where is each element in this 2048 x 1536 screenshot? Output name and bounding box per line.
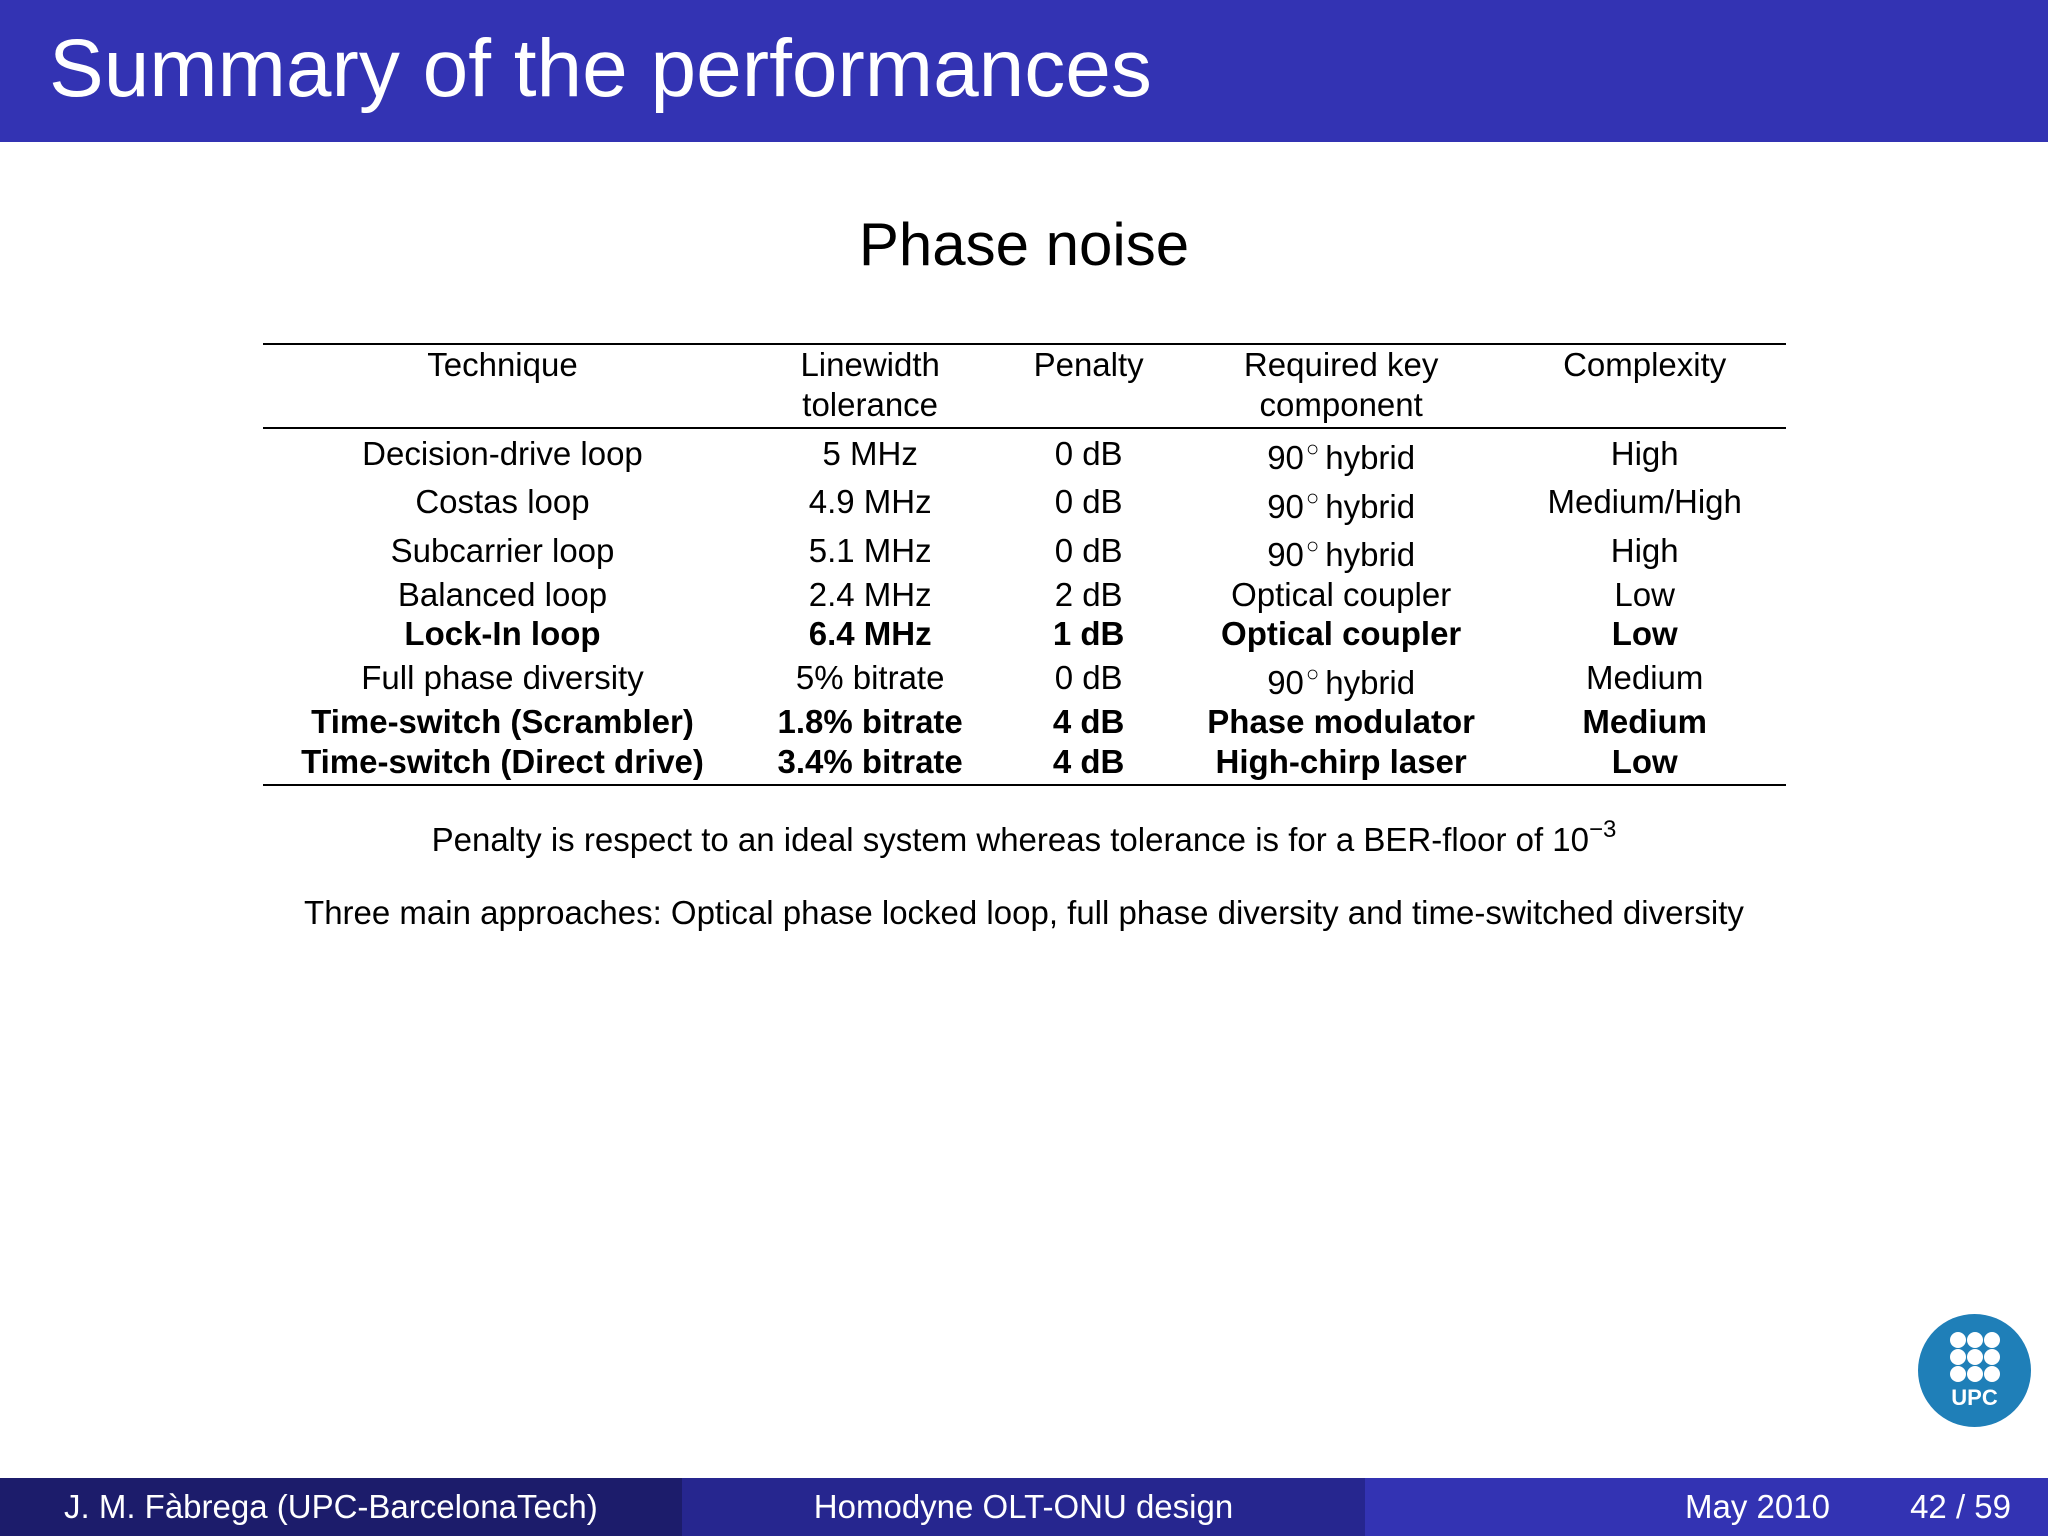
cell-technique: Subcarrier loop [390,531,615,569]
cell-component: 90○ hybrid [1267,484,1416,525]
footer-presentation-title: Homodyne OLT-ONU design [813,1488,1234,1525]
cell-component: High-chirp laser [1215,742,1467,780]
page-number: 42 / 59 [1910,1488,2011,1525]
cell-technique: Time-switch (Scrambler) [311,703,694,740]
exponent: −3 [1589,816,1617,843]
cell-linewidth: 2.4 MHz [808,575,932,613]
phase-noise-table [263,343,1786,786]
cell-penalty: 0 dB [1054,483,1123,520]
cell-component: Phase modulator [1207,703,1476,740]
slide-title: Summary of the performances [49,23,1152,114]
cell-component: Optical coupler [1231,575,1452,613]
cell-linewidth: 5 MHz [822,434,918,472]
header-required-key-component: Required key component [1243,346,1439,423]
degree-symbol: ○ [1305,484,1320,510]
cell-complexity: Medium [1586,659,1704,696]
footer-date: May 2010 [1685,1488,1830,1525]
table-row [263,478,1786,527]
cell-component: 90○ hybrid [1267,436,1416,476]
header-linewidth: Linewidth tolerance [800,346,940,423]
cell-component: 90○ hybrid [1267,533,1416,573]
cell-penalty: 4 dB [1052,742,1125,780]
approaches-note: Three main approaches: Optical phase locked loop, full phase diversity and time-switched diversity [304,894,1744,931]
cell-complexity: High [1610,531,1679,569]
section-title: Phase noise [858,211,1190,278]
header-complexity: Complexity [1563,346,1727,383]
cell-technique: Costas loop [415,483,590,520]
header-technique: Technique [427,346,578,383]
slide-header [0,0,2048,142]
cell-linewidth: 1.8% bitrate [777,703,963,740]
table-header-row [263,344,1786,428]
cell-complexity: Low [1611,615,1678,652]
footer-author: J. M. Fàbrega (UPC-BarcelonaTech) [64,1488,598,1525]
table-row-highlighted [263,614,1786,654]
degree-symbol: ○ [1305,533,1320,558]
cell-technique: Balanced loop [397,575,608,613]
cell-linewidth: 3.4% bitrate [777,742,963,780]
degree-symbol: ○ [1305,436,1320,461]
cell-penalty: 4 dB [1052,703,1125,740]
cell-complexity: Medium [1582,703,1708,740]
table-row-highlighted [263,702,1786,742]
cell-technique: Full phase diversity [361,659,644,696]
cell-penalty: 0 dB [1054,531,1123,569]
upc-logo [1918,1314,2031,1427]
header-penalty: Penalty [1033,346,1144,383]
table-row [263,428,1786,478]
cell-linewidth: 6.4 MHz [808,615,932,652]
logo-text: UPC [1951,1385,1998,1410]
table-row [263,654,1786,703]
cell-linewidth: 4.9 MHz [808,483,932,520]
table-row [263,575,1786,615]
cell-component: Optical coupler [1221,615,1462,652]
cell-technique: Lock-In loop [404,615,601,652]
cell-complexity: Low [1611,742,1678,780]
footer-left [0,1478,682,1536]
cell-penalty: 0 dB [1054,434,1123,472]
penalty-note: Penalty is respect to an ideal system whereas tolerance is for a BER-floor of $10^{-3}$ [431,816,1617,858]
slide-footer [0,1478,2048,1536]
degree-symbol: ○ [1305,660,1320,686]
cell-component: 90○ hybrid [1267,660,1416,701]
cell-linewidth: 5% bitrate [795,659,945,696]
cell-linewidth: 5.1 MHz [808,531,932,569]
cell-technique: Decision-drive loop [362,434,643,472]
footer-right [1365,1478,2048,1536]
table-row-highlighted [263,742,1786,786]
cell-penalty: 0 dB [1054,659,1123,696]
cell-penalty: 2 dB [1054,575,1123,613]
cell-penalty: 1 dB [1052,615,1125,652]
footer-middle [682,1478,1365,1536]
cell-complexity: Low [1614,575,1675,613]
table-row [263,526,1786,575]
cell-complexity: Medium/High [1547,483,1742,520]
cell-complexity: High [1610,434,1679,472]
cell-technique: Time-switch (Direct drive) [301,742,704,780]
